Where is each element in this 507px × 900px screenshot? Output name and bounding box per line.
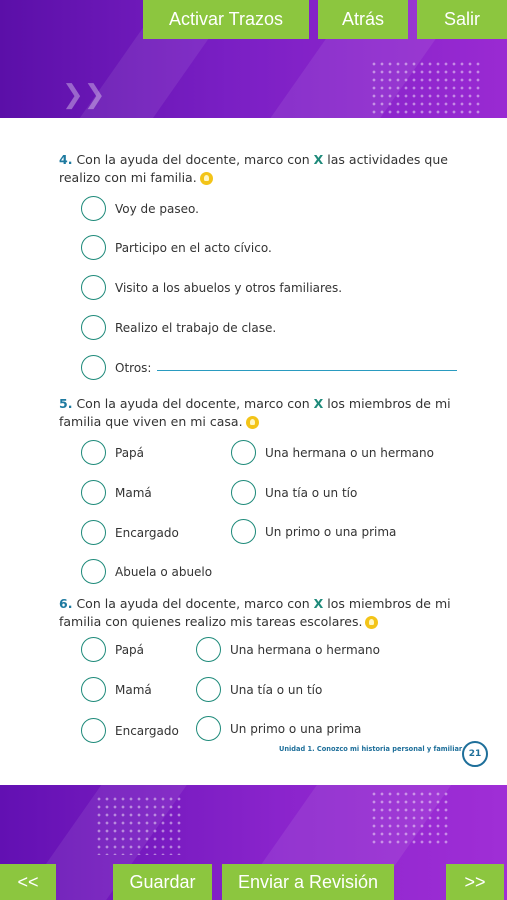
option-label: Mamá <box>115 682 152 697</box>
checkbox-circle[interactable] <box>81 440 106 465</box>
checkbox-circle[interactable] <box>196 716 221 741</box>
option-tio[interactable] <box>196 677 322 702</box>
question-text: las actividades que realizo con mi familia. <box>59 152 448 185</box>
option-label: Papá <box>115 445 145 460</box>
option-label: Encargado <box>115 723 179 738</box>
checkbox-circle[interactable] <box>231 480 256 505</box>
question-5 <box>59 395 479 431</box>
checkbox-circle[interactable] <box>81 235 106 260</box>
option-hermano[interactable] <box>196 637 380 662</box>
x-mark: X <box>313 596 324 611</box>
option-label: Papá <box>115 642 145 657</box>
option-label: Visito a los abuelos y otros familiares. <box>115 280 343 295</box>
question-text: Con la ayuda del docente, marco con <box>76 396 314 411</box>
checkbox-circle[interactable] <box>81 315 106 340</box>
option-trabajo-clase[interactable] <box>81 315 276 340</box>
x-mark: X <box>313 152 324 167</box>
exit-button[interactable]: Salir <box>417 0 507 39</box>
option-papa[interactable] <box>81 637 144 662</box>
option-label: Una hermana o hermano <box>230 642 380 657</box>
option-otros[interactable] <box>81 355 151 380</box>
lightbulb-icon <box>365 616 378 629</box>
decorative-chevron-icon: ❯❯ <box>62 80 106 110</box>
question-text: los miembros de mi familia con quienes realizo mis tareas escolares. <box>59 596 451 629</box>
checkbox-circle[interactable] <box>196 637 221 662</box>
option-primo[interactable] <box>231 519 396 544</box>
x-mark: X <box>313 396 324 411</box>
question-number: 4. <box>59 152 73 167</box>
question-text: Con la ayuda del docente, marco con <box>76 152 314 167</box>
option-label: Encargado <box>115 525 179 540</box>
option-label: Un primo o una prima <box>230 721 362 736</box>
otros-write-line[interactable] <box>157 370 457 371</box>
back-button[interactable]: Atrás <box>318 0 408 39</box>
option-voy-de-paseo[interactable] <box>81 196 199 221</box>
question-number: 6. <box>59 596 73 611</box>
question-4 <box>59 151 479 187</box>
activate-strokes-button[interactable]: Activar Trazos <box>143 0 309 39</box>
option-label: Una tía o un tío <box>230 682 323 697</box>
option-label: Un primo o una prima <box>265 524 397 539</box>
checkbox-circle[interactable] <box>81 275 106 300</box>
option-label: Otros: <box>115 360 152 375</box>
option-papa[interactable] <box>81 440 144 465</box>
question-text: los miembros de mi familia que viven en mi casa. <box>59 396 451 429</box>
checkbox-circle[interactable] <box>81 196 106 221</box>
checkbox-circle[interactable] <box>81 718 106 743</box>
unit-footer-text: Unidad 1. Conozco mi historia personal y familiar <box>279 745 463 753</box>
previous-page-button[interactable]: << <box>0 864 56 900</box>
option-label: Abuela o abuelo <box>115 564 213 579</box>
next-page-button[interactable]: >> <box>446 864 504 900</box>
submit-for-review-button[interactable]: Enviar a Revisión <box>222 864 394 900</box>
option-label: Realizo el trabajo de clase. <box>115 320 277 335</box>
checkbox-circle[interactable] <box>231 440 256 465</box>
checkbox-circle[interactable] <box>81 520 106 545</box>
lightbulb-icon <box>200 172 213 185</box>
question-6 <box>59 595 479 631</box>
checkbox-circle[interactable] <box>196 677 221 702</box>
checkbox-circle[interactable] <box>81 559 106 584</box>
option-label: Voy de paseo. <box>115 201 199 216</box>
checkbox-circle[interactable] <box>81 637 106 662</box>
checkbox-circle[interactable] <box>231 519 256 544</box>
option-primo[interactable] <box>196 716 361 741</box>
save-button[interactable]: Guardar <box>113 864 212 900</box>
checkbox-circle[interactable] <box>81 677 106 702</box>
option-abuelo[interactable] <box>81 559 212 584</box>
option-acto-civico[interactable] <box>81 235 272 260</box>
option-label: Participo en el acto cívico. <box>115 240 272 255</box>
lightbulb-icon <box>246 416 259 429</box>
page-number: 21 <box>462 741 488 767</box>
checkbox-circle[interactable] <box>81 355 106 380</box>
option-label: Una hermana o un hermano <box>265 445 434 460</box>
question-number: 5. <box>59 396 73 411</box>
option-tio[interactable] <box>231 480 357 505</box>
option-encargado[interactable] <box>81 520 179 545</box>
option-encargado[interactable] <box>81 718 179 743</box>
option-mama[interactable] <box>81 677 152 702</box>
checkbox-circle[interactable] <box>81 480 106 505</box>
option-visito-abuelos[interactable] <box>81 275 342 300</box>
option-hermano[interactable] <box>231 440 434 465</box>
option-label: Una tía o un tío <box>265 485 358 500</box>
option-mama[interactable] <box>81 480 152 505</box>
question-text: Con la ayuda del docente, marco con <box>76 596 314 611</box>
option-label: Mamá <box>115 485 152 500</box>
